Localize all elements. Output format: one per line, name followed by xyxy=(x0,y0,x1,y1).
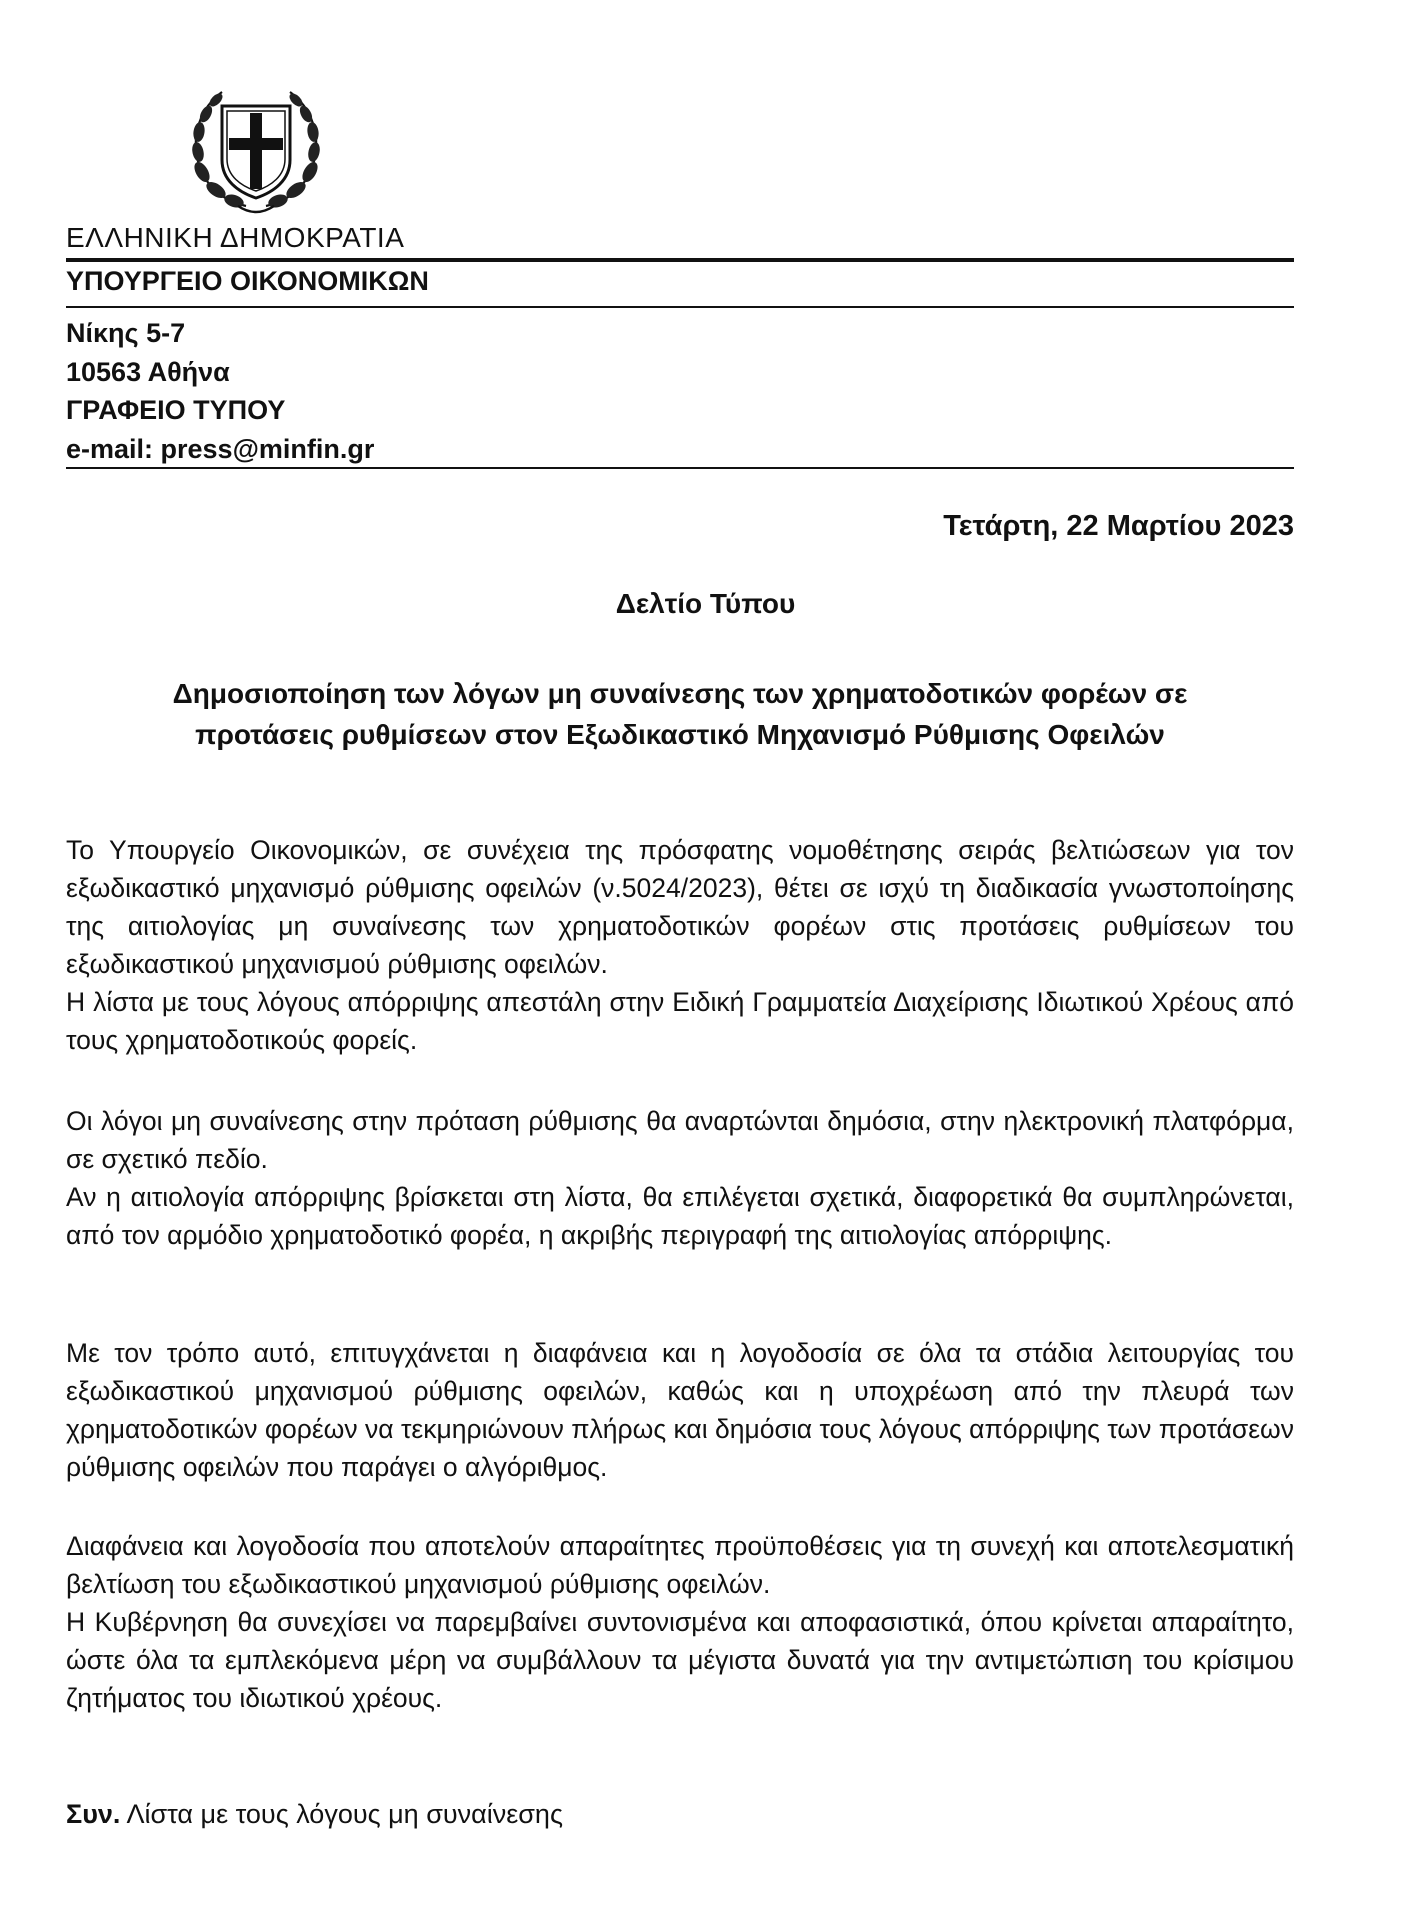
address-street: Νίκης 5-7 xyxy=(66,318,186,348)
release-date: Τετάρτη, 22 Μαρτίου 2023 xyxy=(943,510,1294,542)
document-type: Δελτίο Τύπου xyxy=(615,588,796,619)
address-divider xyxy=(66,467,1294,469)
body-block-2 xyxy=(66,1102,1294,1254)
address-block xyxy=(66,314,374,468)
body-paragraph: Αν η αιτιολογία απόρριψης βρίσκεται στη λίστα, θα επιλέγεται σχετικά, διαφορετικά θα συμπληρώνεται, από τον αρμόδιο χρηματοδοτικό φορέα, η ακριβής περιγραφή της αιτιολογίας απόρριψης. xyxy=(66,1182,1294,1250)
body-paragraph: Διαφάνεια και λογοδοσία που αποτελούν απαραίτητες προϋποθέσεις για τη συνεχή και αποτελεσματική βελτίωση του εξωδικαστικού μηχανισμού ρύθμισης οφειλών. xyxy=(66,1531,1294,1599)
header-divider-thick xyxy=(66,258,1294,262)
body-paragraph: Το Υπουργείο Οικονομικών, σε συνέχεια της πρόσφατης νομοθέτησης σειράς βελτιώσεων για τον εξωδικαστικό μηχανισμό ρύθμισης οφειλών (ν.5024/2023), θέτει σε ισχύ τη διαδικασία γνωστοποίησης της αιτιολογίας μη συναίνεσης των χρηματοδοτικών φορέων στις προτάσεις ρυθμίσεων του εξωδικαστικού μηχανισμού ρύθμισης οφειλών. xyxy=(66,835,1294,979)
headline-line-1: Δημοσιοποίηση των λόγων μη συναίνεσης των χρηματοδοτικών φορέων σε xyxy=(172,678,1188,709)
contact-email: e-mail: press@minfin.gr xyxy=(66,433,375,464)
press-office: ΓΡΑΦΕΙΟ ΤΥΠΟΥ xyxy=(66,395,286,425)
body-paragraph: Η λίστα με τους λόγους απόρριψης απεστάλη στην Ειδική Γραμματεία Διαχείρισης Ιδιωτικού Χρέους από τους χρηματοδοτικούς φορείς. xyxy=(66,987,1294,1055)
ministry-name: ΥΠΟΥΡΓΕΙΟ ΟΙΚΟΝΟΜΙΚΩΝ xyxy=(66,266,429,296)
body-block-3 xyxy=(66,1334,1294,1486)
body-block-4 xyxy=(66,1527,1294,1717)
body-block-1 xyxy=(66,831,1294,1059)
header-divider xyxy=(66,306,1294,308)
attachment-note xyxy=(66,1799,563,1830)
body-paragraph: Η Κυβέρνηση θα συνεχίσει να παρεμβαίνει συντονισμένα και αποφασιστικά, όπου κρίνεται απαραίτητο, ώστε όλα τα εμπλεκόμενα μέρη να συμβάλλουν τα μέγιστα δυνατά για την αντιμετώπιση του κρίσιμου ζητήματος του ιδιωτικού χρέους. xyxy=(66,1607,1294,1713)
headline-line-2: προτάσεις ρυθμίσεων στον Εξωδικαστικό Μηχανισμό Ρύθμισης Οφειλών xyxy=(195,719,1165,750)
attachment-label: Συν. xyxy=(66,1799,121,1829)
body-paragraph: Με τον τρόπο αυτό, επιτυγχάνεται η διαφάνεια και η λογοδοσία σε όλα τα στάδια λειτουργίας του εξωδικαστικού μηχανισμού ρύθμισης οφειλών, καθώς και η υποχρέωση από την πλευρά των χρηματοδοτικών φορέων να τεκμηριώνουν πλήρως και δημόσια τους λόγους απόρριψης των προτάσεων ρύθμισης οφειλών που παράγει ο αλγόριθμος. xyxy=(66,1338,1294,1482)
headline xyxy=(100,673,1260,755)
greek-coat-of-arms-icon xyxy=(188,80,324,220)
attachment-text: Λίστα με τους λόγους μη συναίνεσης xyxy=(120,1799,563,1829)
republic-title: ΕΛΛΗΝΙΚΗ ΔΗΜΟΚΡΑΤΙΑ xyxy=(66,222,405,253)
body-paragraph: Οι λόγοι μη συναίνεσης στην πρόταση ρύθμισης θα αναρτώνται δημόσια, στην ηλεκτρονική πλατφόρμα, σε σχετικό πεδίο. xyxy=(66,1106,1294,1174)
address-city: 10563 Αθήνα xyxy=(66,356,230,387)
